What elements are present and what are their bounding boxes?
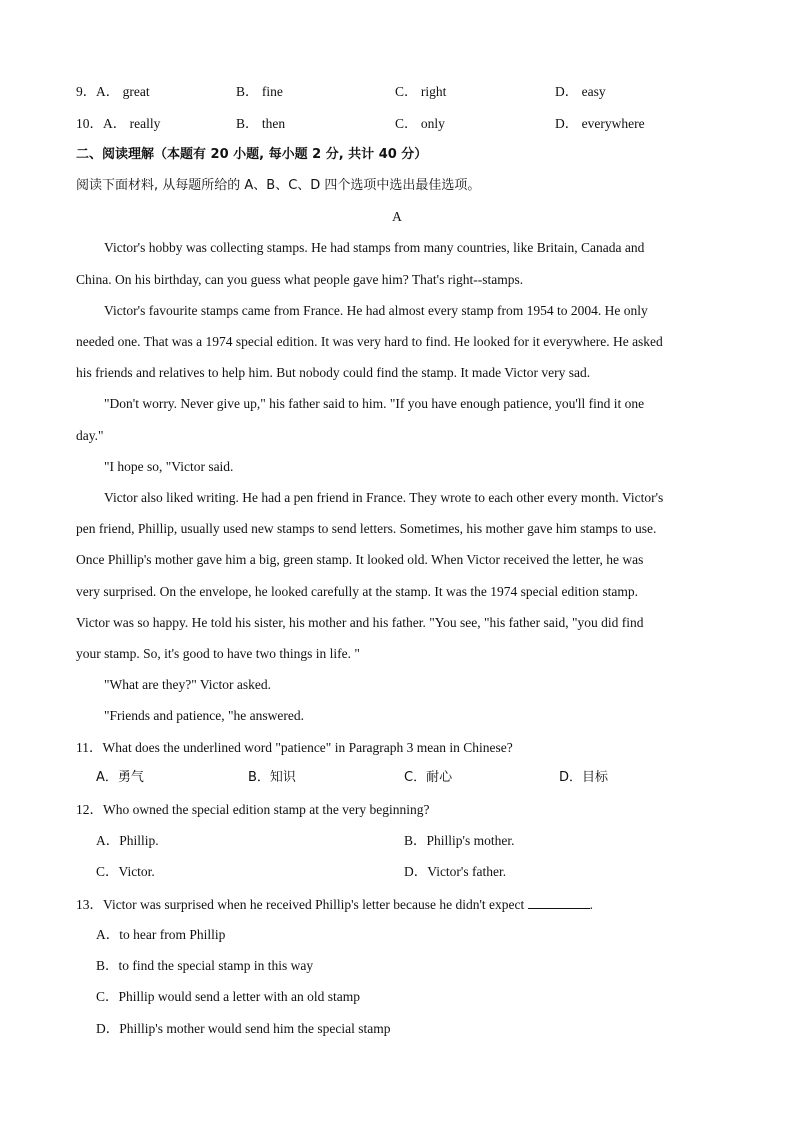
option-c: C．Phillip would send a letter with an old stamp xyxy=(96,989,360,1004)
option-a: A．Phillip. xyxy=(96,833,159,848)
option-b: B． fine xyxy=(236,84,283,99)
passage-line: Victor's hobby was collecting stamps. He had stamps from many countries, like Britain, Canada and xyxy=(104,240,645,255)
answer-blank xyxy=(528,896,590,909)
question-stem xyxy=(76,896,593,913)
passage-line: China. On his birthday, can you guess what people gave him? That's right--stamps. xyxy=(76,272,524,287)
option-a: A．勇气 xyxy=(96,770,144,785)
passage-line: very surprised. On the envelope, he looked carefully at the stamp. It was the 1974 special edition stamp. xyxy=(76,584,638,599)
passage-line: "Friends and patience, "he answered. xyxy=(104,708,304,723)
option-d: D．目标 xyxy=(559,770,609,785)
question-stem: 11．What does the underlined word "patience" in Paragraph 3 mean in Chinese? xyxy=(76,740,513,755)
option-a: A． great xyxy=(96,84,150,99)
option-d: D． everywhere xyxy=(555,116,645,131)
option-c: C． right xyxy=(395,84,447,99)
option-b: B．Phillip's mother. xyxy=(404,833,515,848)
option-b: B．知识 xyxy=(248,770,296,785)
passage-line: day." xyxy=(76,428,104,443)
question-stem: 12．Who owned the special edition stamp at the very beginning? xyxy=(76,802,430,817)
passage-line: "What are they?" Victor asked. xyxy=(104,677,272,692)
option-b: B． then xyxy=(236,116,286,131)
section-heading: 二、阅读理解（本题有 20 小题, 每小题 2 分, 共计 40 分） xyxy=(76,147,428,162)
passage-line: Victor's favourite stamps came from France. He had almost every stamp from 1954 to 2004. He only xyxy=(104,303,648,318)
passage-line: his friends and relatives to help him. But nobody could find the stamp. It made Victor very sad. xyxy=(76,365,591,380)
option-d: D．Phillip's mother would send him the special stamp xyxy=(96,1021,391,1036)
passage-line: Victor was so happy. He told his sister, his mother and his father. "You see, "his father said, "you did find xyxy=(76,615,644,630)
option-d: D．Victor's father. xyxy=(404,864,507,879)
option-b: B．to find the special stamp in this way xyxy=(96,958,314,973)
option-c: C． only xyxy=(395,116,445,131)
section-instruction: 阅读下面材料, 从每题所给的 A、B、C、D 四个选项中选出最佳选项。 xyxy=(76,178,481,193)
question-stem-text: 13．Victor was surprised when he received Phillip's letter because he didn't expect xyxy=(76,897,525,912)
question-number: 10． xyxy=(76,116,103,131)
passage-line: Victor also liked writing. He had a pen friend in France. They wrote to each other every month. Victor's xyxy=(104,490,664,505)
passage-line: your stamp. So, it's good to have two things in life. " xyxy=(76,646,360,661)
question-stem-end: . xyxy=(589,897,594,912)
passage-line: Once Phillip's mother gave him a big, green stamp. It looked old. When Victor received the letter, he was xyxy=(76,552,644,567)
passage-line: "I hope so, "Victor said. xyxy=(104,459,234,474)
option-d: D． easy xyxy=(555,84,606,99)
option-c: C．Victor. xyxy=(96,864,155,879)
option-a: A．to hear from Phillip xyxy=(96,927,226,942)
passage-line: "Don't worry. Never give up," his father said to him. "If you have enough patience, you'll find it one xyxy=(104,396,645,411)
option-c: C．耐心 xyxy=(404,770,453,785)
passage-line: needed one. That was a 1974 special edition. It was very hard to find. He looked for it everywhere. He asked xyxy=(76,334,663,349)
option-a: A． really xyxy=(103,116,161,131)
question-number: 9． xyxy=(76,84,97,99)
passage-line: pen friend, Phillip, usually used new stamps to send letters. Sometimes, his mother gave him stamps to use. xyxy=(76,521,657,536)
passage-label: A xyxy=(392,209,402,224)
